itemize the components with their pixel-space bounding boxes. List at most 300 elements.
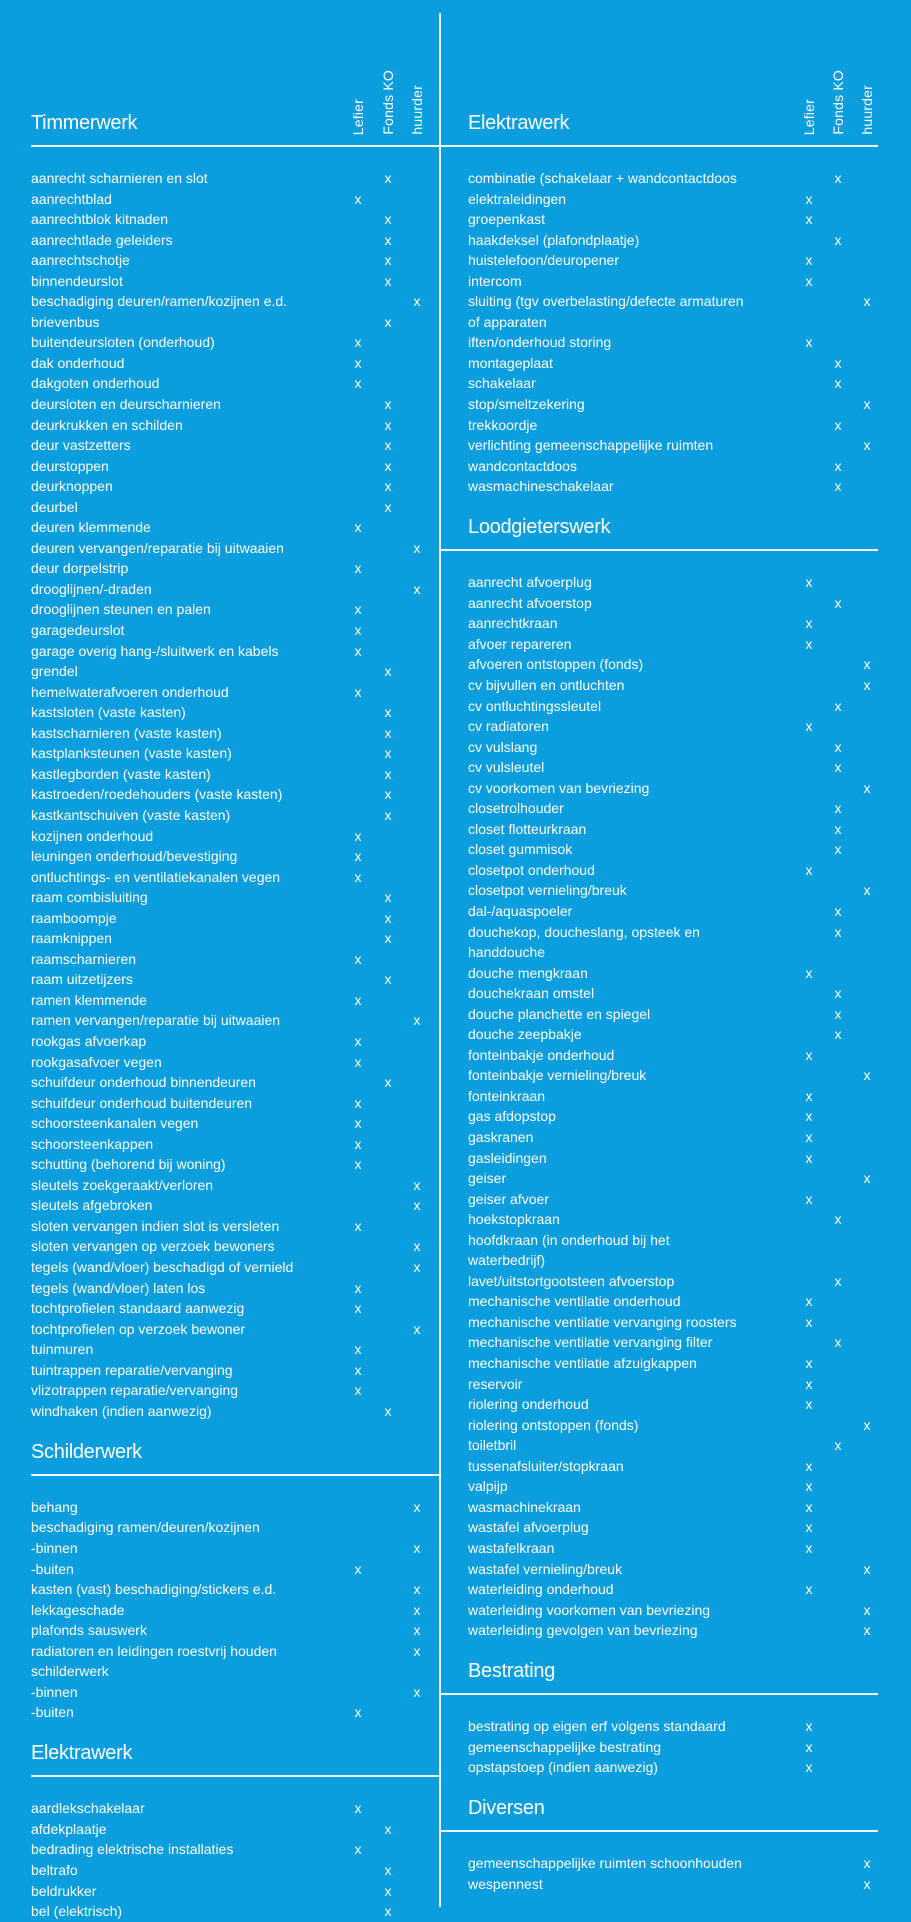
row-label: rookgas afvoerkap	[31, 1032, 147, 1049]
table-row	[31, 271, 439, 292]
table-row	[31, 969, 439, 990]
section-title: Timmerwerk	[31, 112, 138, 134]
responsibility-mark-huurder: x	[413, 1197, 421, 1214]
row-label: deur dorpelstrip	[31, 560, 129, 577]
row-label: handdouche	[468, 944, 546, 961]
row-label: raam uitzetijzers	[31, 971, 133, 988]
row-label: riolering onderhoud	[468, 1396, 589, 1413]
table-row	[439, 476, 878, 497]
row-label: haakdeksel (plafondplaatje)	[468, 231, 640, 248]
table-row	[31, 168, 439, 189]
row-label: of apparaten	[468, 313, 547, 330]
table-row	[439, 1415, 878, 1436]
table-row	[439, 880, 878, 901]
table-row	[31, 1881, 439, 1902]
responsibility-mark-fonds: x	[834, 231, 842, 248]
table-row	[439, 634, 878, 655]
table-row	[439, 1148, 878, 1169]
row-label: kastscharnieren (vaste kasten)	[31, 724, 222, 741]
row-label: schuifdeur onderhoud buitendeuren	[31, 1094, 253, 1111]
responsibility-mark-huurder: x	[863, 396, 871, 413]
table-row	[31, 332, 439, 353]
row-label: reservoir	[468, 1375, 523, 1392]
row-label: dakgoten onderhoud	[31, 375, 160, 392]
responsibility-mark-lefier: x	[354, 1279, 362, 1296]
row-label: cv vulslang	[468, 738, 538, 755]
table-row	[439, 435, 878, 456]
row-label: douche planchette en spiegel	[468, 1005, 651, 1022]
table-row	[439, 332, 878, 353]
responsibility-mark-fonds: x	[384, 1903, 392, 1920]
table-row	[439, 271, 878, 292]
table-row	[439, 250, 878, 271]
table-row	[31, 1278, 439, 1299]
responsibility-mark-fonds: x	[384, 745, 392, 762]
responsibility-mark-lefier: x	[354, 1341, 362, 1358]
table-row	[31, 579, 439, 600]
table-row	[439, 778, 878, 799]
rows-list	[31, 1777, 439, 1921]
responsibility-mark-huurder: x	[413, 539, 421, 556]
responsibility-mark-lefier: x	[354, 1382, 362, 1399]
table-row	[439, 1737, 878, 1758]
table-row	[31, 1819, 439, 1840]
section-title: Loodgieterswerk	[468, 516, 611, 539]
row-label: lekkageschade	[31, 1601, 125, 1618]
responsibility-mark-lefier: x	[354, 1115, 362, 1132]
row-label: raamscharnieren	[31, 950, 137, 967]
responsibility-mark-lefier: x	[354, 827, 362, 844]
row-label: vlizotrappen reparatie/vervanging	[31, 1382, 239, 1399]
row-label: trekkoordje	[468, 416, 538, 433]
row-label: douchekop, doucheslang, opsteek en	[468, 923, 700, 940]
row-label: aanrechtblok kitnaden	[31, 211, 168, 228]
responsibility-mark-fonds: x	[384, 909, 392, 926]
table-row	[439, 1435, 878, 1456]
responsibility-mark-lefier: x	[805, 1046, 813, 1063]
table-row	[31, 1702, 439, 1723]
responsibility-mark-fonds: x	[834, 923, 842, 940]
row-label: wastafel vernieling/breuk	[468, 1560, 623, 1577]
table-row	[439, 983, 878, 1004]
responsibility-mark-huurder: x	[413, 1320, 421, 1337]
table-row	[31, 682, 439, 703]
row-label: lavet/uitstortgootsteen afvoerstop	[468, 1272, 675, 1289]
responsibility-mark-lefier: x	[354, 1156, 362, 1173]
responsibility-mark-lefier: x	[354, 190, 362, 207]
row-label: gasleidingen	[468, 1149, 547, 1166]
table-row	[31, 353, 439, 374]
table-row	[31, 784, 439, 805]
table-row	[439, 1045, 878, 1066]
responsibility-mark-lefier: x	[354, 1704, 362, 1721]
table-row	[31, 538, 439, 559]
table-row	[31, 1072, 439, 1093]
responsibility-mark-lefier: x	[805, 334, 813, 351]
table-row	[439, 1065, 878, 1086]
row-label: kasten (vast) beschadiging/stickers e.d.	[31, 1581, 277, 1598]
responsibility-mark-lefier: x	[354, 1053, 362, 1070]
responsibility-mark-lefier: x	[805, 1539, 813, 1556]
responsibility-mark-lefier: x	[354, 601, 362, 618]
responsibility-mark-fonds: x	[834, 820, 842, 837]
table-row	[439, 1332, 878, 1353]
responsibility-mark-lefier: x	[354, 334, 362, 351]
responsibility-mark-lefier: x	[805, 574, 813, 591]
table-row	[439, 613, 878, 634]
row-label: huistelefoon/deuropener	[468, 252, 620, 269]
table-row	[439, 1004, 878, 1025]
table-row	[439, 1127, 878, 1148]
row-label: cv vulsleutel	[468, 759, 545, 776]
row-label: grendel	[31, 663, 78, 680]
table-row	[31, 826, 439, 847]
table-row	[31, 1401, 439, 1422]
table-row	[31, 723, 439, 744]
responsibility-mark-huurder: x	[413, 1012, 421, 1029]
responsibility-mark-huurder: x	[863, 1067, 871, 1084]
row-label: brievenbus	[31, 313, 100, 330]
section-header	[439, 111, 878, 147]
row-label: wastafel afvoerplug	[468, 1519, 589, 1536]
row-label: montageplaat	[468, 354, 553, 371]
table-row	[439, 1559, 878, 1580]
responsibility-mark-fonds: x	[384, 1402, 392, 1419]
table-row	[31, 1559, 439, 1580]
table-row	[439, 593, 878, 614]
responsibility-mark-lefier: x	[805, 1087, 813, 1104]
row-label: beltrafo	[31, 1862, 78, 1879]
table-row	[31, 230, 439, 251]
row-label: rookgasafvoer vegen	[31, 1053, 162, 1070]
row-label: cv bijvullen en ontluchten	[468, 676, 625, 693]
table-row	[439, 456, 878, 477]
responsibility-mark-lefier: x	[354, 1300, 362, 1317]
responsibility-mark-lefier: x	[354, 1032, 362, 1049]
row-label: wespennest	[468, 1875, 543, 1892]
table-row	[439, 1497, 878, 1518]
row-label: mechanische ventilatie onderhoud	[468, 1293, 681, 1310]
table-row	[31, 1360, 439, 1381]
responsibility-mark-huurder: x	[863, 1855, 871, 1872]
table-row	[31, 1113, 439, 1134]
section-loodgieterswerk	[439, 515, 878, 1640]
row-label: opstapstoep (indien aanwezig)	[468, 1759, 658, 1776]
responsibility-mark-lefier: x	[805, 1149, 813, 1166]
responsibility-mark-lefier: x	[354, 1217, 362, 1234]
row-label: intercom	[468, 272, 522, 289]
table-row	[439, 1312, 878, 1333]
table-row	[439, 963, 878, 984]
responsibility-mark-lefier: x	[354, 1560, 362, 1577]
table-row	[439, 1168, 878, 1189]
row-label: deuren klemmende	[31, 519, 151, 536]
table-row	[439, 312, 878, 333]
row-label: bel (elektrisch)	[31, 1903, 123, 1920]
row-label: drooglijnen steunen en palen	[31, 601, 211, 618]
column-label-fonds-ko: Fonds KO	[830, 70, 846, 135]
responsibility-mark-fonds: x	[384, 396, 392, 413]
responsibility-mark-lefier: x	[354, 519, 362, 536]
row-label: douche mengkraan	[468, 964, 588, 981]
row-label: kastroeden/roedehouders (vaste kasten)	[31, 786, 283, 803]
responsibility-mark-huurder: x	[863, 1622, 871, 1639]
table-row	[31, 599, 439, 620]
row-label: afvoeren ontstoppen (fonds)	[468, 656, 644, 673]
row-label: aanrechtblad	[31, 190, 112, 207]
row-label: toiletbril	[468, 1437, 517, 1454]
table-row	[439, 1230, 878, 1251]
row-label: tochtprofielen standaard aanwezig	[31, 1300, 245, 1317]
table-row	[31, 250, 439, 271]
row-label: sluiting (tgv overbelasting/defecte armaturen	[468, 293, 744, 310]
row-label: deuren vervangen/reparatie bij uitwaaien	[31, 539, 284, 556]
column-label-huurder: huurder	[859, 85, 875, 135]
responsibility-mark-fonds: x	[384, 786, 392, 803]
responsibility-mark-lefier: x	[354, 683, 362, 700]
row-label: closetpot vernieling/breuk	[468, 882, 627, 899]
row-label: -binnen	[31, 1539, 78, 1556]
row-label: fonteinbakje vernieling/breuk	[468, 1067, 647, 1084]
responsibility-mark-huurder: x	[413, 1642, 421, 1659]
table-row	[439, 860, 878, 881]
row-label: aardlekschakelaar	[31, 1800, 145, 1817]
table-row	[439, 1853, 878, 1874]
row-label: waterleiding voorkomen van bevriezing	[468, 1601, 711, 1618]
table-row	[439, 716, 878, 737]
row-label: combinatie (schakelaar + wandcontactdoos	[468, 170, 737, 186]
row-label: cv ontluchtingssleutel	[468, 697, 602, 714]
row-label: -buiten	[31, 1560, 74, 1577]
row-label: schakelaar	[468, 375, 536, 392]
table-row	[31, 867, 439, 888]
table-row	[439, 1517, 878, 1538]
responsibility-mark-lefier: x	[805, 1478, 813, 1495]
table-row	[439, 901, 878, 922]
table-row	[31, 1901, 439, 1922]
row-label: tegels (wand/vloer) beschadigd of vernield	[31, 1258, 294, 1275]
responsibility-mark-fonds: x	[834, 903, 842, 919]
responsibility-mark-fonds: x	[384, 437, 392, 454]
responsibility-mark-huurder: x	[863, 1560, 871, 1577]
table-row	[439, 209, 878, 230]
responsibility-mark-lefier: x	[354, 354, 362, 371]
row-label: aanrecht afvoerplug	[468, 574, 592, 591]
row-label: sloten vervangen op verzoek bewoners	[31, 1238, 275, 1255]
responsibility-mark-fonds: x	[834, 457, 842, 474]
responsibility-mark-fonds: x	[384, 231, 392, 248]
table-row	[31, 1031, 439, 1052]
responsibility-mark-fonds: x	[384, 478, 392, 495]
responsibility-mark-lefier: x	[354, 622, 362, 639]
row-label: wasmachinekraan	[468, 1498, 581, 1515]
table-row	[31, 846, 439, 867]
responsibility-mark-fonds: x	[834, 1272, 842, 1289]
row-label: cv voorkomen van bevriezing	[468, 779, 650, 796]
table-row	[31, 805, 439, 826]
row-label: schoorsteenkappen	[31, 1135, 154, 1152]
responsibility-mark-fonds: x	[384, 971, 392, 988]
row-label: raam combisluiting	[31, 889, 148, 906]
row-label: schutting (behorend bij woning)	[31, 1156, 226, 1173]
responsibility-mark-lefier: x	[805, 718, 813, 735]
row-label: cv radiatoren	[468, 718, 549, 735]
row-label: deurstoppen	[31, 457, 109, 474]
table-row	[31, 1538, 439, 1559]
responsibility-mark-huurder: x	[413, 1601, 421, 1618]
row-label: drooglijnen/-draden	[31, 580, 152, 597]
responsibility-mark-huurder: x	[863, 779, 871, 796]
rows-list	[439, 147, 878, 497]
row-label: aanrecht afvoerstop	[468, 594, 592, 611]
responsibility-mark-fonds: x	[384, 1074, 392, 1091]
responsibility-mark-lefier: x	[805, 1129, 813, 1146]
row-label: -buiten	[31, 1704, 74, 1721]
table-row	[439, 942, 878, 963]
section-header	[31, 111, 439, 147]
row-label: kastsloten (vaste kasten)	[31, 704, 186, 721]
table-row	[31, 1380, 439, 1401]
row-label: wasmachineschakelaar	[468, 478, 614, 495]
responsibility-mark-fonds: x	[834, 478, 842, 495]
row-label: kastlegborden (vaste kasten)	[31, 765, 211, 782]
row-label: closetpot onderhoud	[468, 861, 595, 878]
left-column	[31, 0, 439, 1922]
responsibility-mark-lefier: x	[354, 642, 362, 659]
table-row	[31, 517, 439, 538]
row-label: waterleiding onderhoud	[468, 1581, 614, 1598]
row-label: garagedeurslot	[31, 622, 125, 639]
table-row	[439, 922, 878, 943]
table-row	[31, 908, 439, 929]
row-label: hemelwaterafvoeren onderhoud	[31, 683, 229, 700]
responsibility-mark-lefier: x	[805, 272, 813, 289]
row-label: leuningen onderhoud/bevestiging	[31, 848, 238, 865]
table-row	[439, 1353, 878, 1374]
responsibility-mark-fonds: x	[384, 1882, 392, 1899]
row-label: groepenkast	[468, 211, 546, 228]
responsibility-mark-lefier: x	[354, 560, 362, 577]
responsibility-mark-fonds: x	[384, 724, 392, 741]
section-header	[439, 1659, 878, 1695]
responsibility-mark-huurder: x	[413, 580, 421, 597]
row-label: closetrolhouder	[468, 800, 564, 817]
row-label: mechanische ventilatie afzuigkappen	[468, 1355, 697, 1372]
section-diversen	[439, 1796, 878, 1894]
row-label: stop/smeltzekering	[468, 396, 585, 413]
row-label: deursloten en deurscharnieren	[31, 396, 221, 413]
table-row	[31, 990, 439, 1011]
rows-list	[439, 1832, 878, 1894]
table-row	[31, 1216, 439, 1237]
responsibility-mark-huurder: x	[413, 1539, 421, 1556]
table-row	[439, 1757, 878, 1778]
section-header	[439, 515, 878, 551]
responsibility-mark-lefier: x	[354, 1841, 362, 1858]
table-row	[31, 415, 439, 436]
row-label: kastplanksteunen (vaste kasten)	[31, 745, 232, 762]
responsibility-mark-fonds: x	[384, 252, 392, 269]
responsibility-mark-lefier: x	[805, 1498, 813, 1515]
table-row	[31, 1134, 439, 1155]
table-row	[439, 394, 878, 415]
responsibility-mark-lefier: x	[354, 1135, 362, 1152]
responsibility-mark-fonds: x	[384, 1820, 392, 1837]
row-label: tuinmuren	[31, 1341, 94, 1358]
table-row	[439, 654, 878, 675]
responsibility-mark-lefier: x	[805, 1313, 813, 1330]
row-label: dal-/aquaspoeler	[468, 903, 573, 919]
column-label-huurder: huurder	[409, 85, 425, 135]
table-row	[31, 661, 439, 682]
table-row	[439, 230, 878, 251]
row-label: closet gummisok	[468, 841, 573, 858]
row-label: fonteinbakje onderhoud	[468, 1046, 615, 1063]
row-label: douche zeepbakje	[468, 1026, 582, 1043]
column-label-fonds-ko: Fonds KO	[380, 70, 396, 135]
row-label: elektraleidingen	[468, 190, 567, 207]
responsibility-mark-lefier: x	[805, 1738, 813, 1755]
row-label: closet flotteurkraan	[468, 820, 587, 837]
table-row	[31, 1497, 439, 1518]
responsibility-mark-lefier: x	[805, 252, 813, 269]
responsibility-mark-fonds: x	[834, 1026, 842, 1043]
table-row	[439, 737, 878, 758]
responsibility-mark-fonds: x	[834, 841, 842, 858]
row-label: aanrechtlade geleiders	[31, 231, 173, 248]
responsibility-mark-lefier: x	[354, 1800, 362, 1817]
row-label: behang	[31, 1498, 78, 1515]
row-label: ramen klemmende	[31, 991, 147, 1008]
responsibility-mark-fonds: x	[384, 170, 392, 186]
rows-list	[31, 147, 439, 1421]
table-row	[31, 764, 439, 785]
row-label: mechanische ventilatie vervanging roosters	[468, 1313, 737, 1330]
row-label: gaskranen	[468, 1129, 534, 1146]
table-row	[31, 1682, 439, 1703]
table-row	[31, 1236, 439, 1257]
table-row	[439, 1271, 878, 1292]
row-label: kozijnen onderhoud	[31, 827, 154, 844]
right-column	[439, 0, 878, 1894]
row-label: waterbedrijf)	[468, 1252, 546, 1269]
row-label: tegels (wand/vloer) laten los	[31, 1279, 206, 1296]
responsibility-mark-fonds: x	[384, 457, 392, 474]
row-label: plafonds sauswerk	[31, 1622, 147, 1639]
responsibility-mark-lefier: x	[805, 635, 813, 652]
responsibility-mark-fonds: x	[834, 1005, 842, 1022]
table-row	[31, 1620, 439, 1641]
responsibility-mark-fonds: x	[834, 1334, 842, 1351]
table-row	[31, 1798, 439, 1819]
row-label: waterleiding gevolgen van bevriezing	[468, 1622, 698, 1639]
table-row	[439, 757, 878, 778]
row-label: deur vastzetters	[31, 437, 131, 454]
table-row	[31, 1154, 439, 1175]
responsibility-mark-lefier: x	[805, 211, 813, 228]
row-label: deurbel	[31, 498, 78, 515]
responsibility-mark-huurder: x	[863, 882, 871, 899]
responsibility-mark-fonds: x	[834, 1211, 842, 1228]
column-label-lefier: Lefier	[801, 98, 817, 135]
table-row	[31, 1641, 439, 1662]
row-label: ontluchtings- en ventilatiekanalen vegen	[31, 868, 281, 885]
section-bestrating	[439, 1659, 878, 1778]
responsibility-mark-lefier: x	[805, 1190, 813, 1207]
row-label: afvoer repareren	[468, 635, 572, 652]
table-row	[31, 1257, 439, 1278]
table-row	[439, 1620, 878, 1641]
